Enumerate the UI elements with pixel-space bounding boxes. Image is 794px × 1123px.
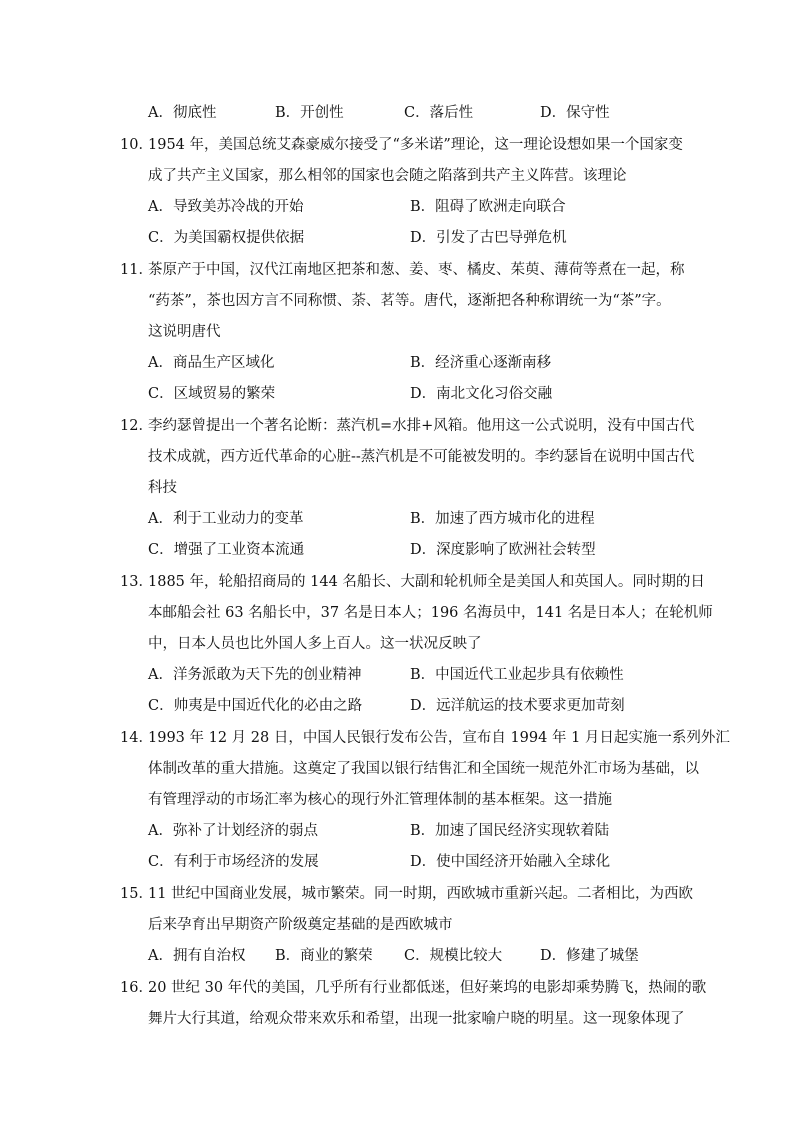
q15-option-c: C．规模比较大 bbox=[404, 948, 503, 964]
q14-stem-line-3: 有管理浮动的市场汇率为核心的现行外汇管理体制的基本框架。这一措施 bbox=[148, 792, 612, 808]
q14-option-a: A．弥补了计划经济的弱点 bbox=[148, 823, 318, 839]
q11-stem-line-3: 这说明唐代 bbox=[148, 324, 221, 340]
q11-stem-line-2: “药茶”，茶也因方言不同称惯、荼、茗等。唐代，逐渐把各种称谓统一为“茶”字。 bbox=[148, 293, 671, 309]
q13-option-a: A．洋务派敢为天下先的创业精神 bbox=[148, 667, 362, 683]
q10-option-d: D．引发了古巴导弹危机 bbox=[410, 230, 567, 246]
q11-stem-line-1: 茶原产于中国，汉代江南地区把茶和葱、姜、枣、橘皮、茱萸、薄荷等煮在一起，称 bbox=[148, 262, 685, 278]
q12-option-a: A．利于工业动力的变革 bbox=[148, 511, 304, 527]
q10-number: 10． bbox=[120, 137, 153, 153]
q12-stem-line-3: 科技 bbox=[148, 480, 177, 496]
q12-stem-line-2: 技术成就，西方近代革命的心脏--蒸汽机是不可能被发明的。李约瑟旨在说明中国古代 bbox=[148, 449, 695, 465]
q15-number: 15． bbox=[120, 886, 153, 902]
q13-stem-line-1: 1885 年，轮船招商局的 144 名船长、大副和轮机师全是美国人和英国人。同时期的日 bbox=[148, 574, 705, 590]
q11-option-c: C．区域贸易的繁荣 bbox=[148, 386, 276, 402]
q16-stem-line-1: 20 世纪 30 年代的美国，几乎所有行业都低迷，但好莱坞的电影却乘势腾飞，热闹的歌 bbox=[148, 980, 707, 996]
q15-stem-line-1: 11 世纪中国商业发展，城市繁荣。同一时期，西欧城市重新兴起。二者相比，为西欧 bbox=[148, 886, 694, 902]
q9-option-a: A．彻底性 bbox=[148, 105, 217, 121]
q12-option-d: D．深度影响了欧洲社会转型 bbox=[410, 542, 596, 558]
q14-option-b: B．加速了国民经济实现软着陆 bbox=[410, 823, 610, 839]
q10-stem-line-1: 1954 年，美国总统艾森豪威尔接受了“多米诺”理论，这一理论设想如果一个国家变 bbox=[148, 137, 683, 153]
q10-option-a: A．导致美苏冷战的开始 bbox=[148, 199, 304, 215]
q13-option-d: D．远洋航运的技术要求更加苛刻 bbox=[410, 698, 625, 714]
q13-stem-line-2: 本邮船会社 63 名船长中，37 名是日本人；196 名海员中，141 名是日本人；在轮机师 bbox=[148, 605, 713, 621]
q14-option-d: D．使中国经济开始融入全球化 bbox=[410, 854, 611, 870]
q11-option-a: A．商品生产区域化 bbox=[148, 355, 275, 371]
q15-option-a: A．拥有自治权 bbox=[148, 948, 246, 964]
q11-option-b: B．经济重心逐渐南移 bbox=[410, 355, 552, 371]
q14-stem-line-1: 1993 年 12 月 28 日，中国人民银行发布公告，宣布自 1994 年 1 月日起实施一系列外汇 bbox=[148, 730, 730, 746]
q13-option-c: C．帅夷是中国近代化的必由之路 bbox=[148, 698, 363, 714]
q11-option-d: D．南北文化习俗交融 bbox=[410, 386, 553, 402]
q16-number: 16． bbox=[120, 980, 153, 996]
q14-option-c: C．有利于市场经济的发展 bbox=[148, 854, 319, 870]
q10-stem-line-2: 成了共产主义国家，那么相邻的国家也会随之陷落到共产主义阵营。该理论 bbox=[148, 168, 627, 184]
q14-stem-line-2: 体制改革的重大措施。这奠定了我国以银行结售汇和全国统一规范外汇市场为基础，以 bbox=[148, 761, 699, 777]
q14-number: 14． bbox=[120, 730, 153, 746]
q13-number: 13． bbox=[120, 574, 153, 590]
q12-option-b: B．加速了西方城市化的进程 bbox=[410, 511, 595, 527]
q9-option-b: B．开创性 bbox=[275, 105, 344, 121]
q13-stem-line-3: 中，日本人员也比外国人多上百人。这一状况反映了 bbox=[148, 636, 482, 652]
q15-stem-line-2: 后来孕育出早期资产阶级奠定基础的是西欧城市 bbox=[148, 917, 453, 933]
q9-option-c: C．落后性 bbox=[404, 105, 474, 121]
q9-option-d: D．保守性 bbox=[540, 105, 610, 121]
q11-number: 11． bbox=[120, 262, 153, 278]
q10-option-c: C．为美国霸权提供依据 bbox=[148, 230, 305, 246]
q12-option-c: C．增强了工业资本流通 bbox=[148, 542, 305, 558]
q16-stem-line-2: 舞片大行其道，给观众带来欢乐和希望，出现一批家喻户晓的明星。这一现象体现了 bbox=[148, 1011, 685, 1027]
q13-option-b: B．中国近代工业起步具有依赖性 bbox=[410, 667, 624, 683]
q12-stem-line-1: 李约瑟曾提出一个著名论断：蒸汽机=水排+风箱。他用这一公式说明，没有中国古代 bbox=[148, 418, 695, 434]
q10-option-b: B．阻碍了欧洲走向联合 bbox=[410, 199, 566, 215]
q15-option-b: B．商业的繁荣 bbox=[275, 948, 373, 964]
q12-number: 12． bbox=[120, 418, 153, 434]
q15-option-d: D．修建了城堡 bbox=[540, 948, 639, 964]
